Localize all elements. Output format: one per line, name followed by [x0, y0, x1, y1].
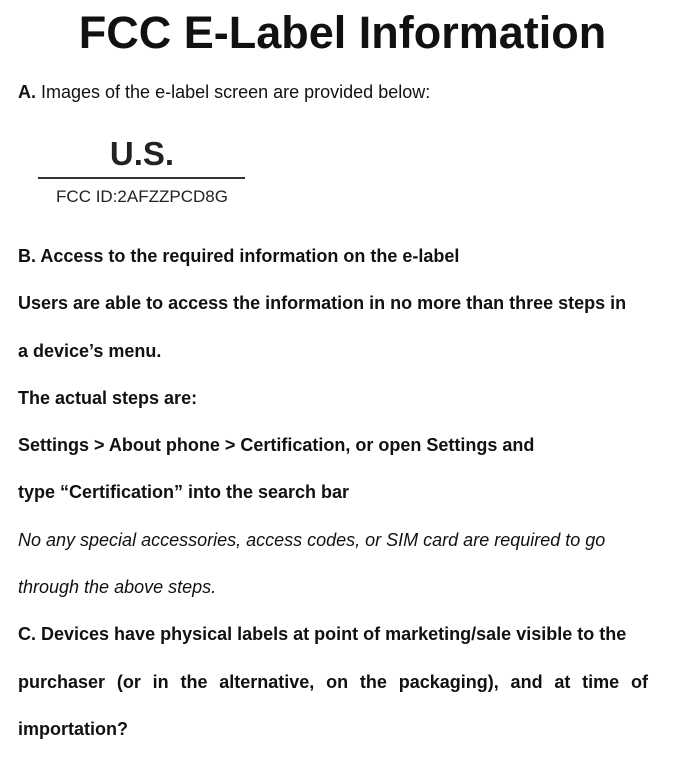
section-c-line-2: purchaser (or in the alternative, on the packaging), and at time of	[18, 672, 648, 692]
section-a-line	[18, 81, 430, 103]
section-b-note-line-2: through the above steps.	[18, 577, 217, 597]
section-c-line-3: importation?	[18, 719, 128, 739]
section-a-text: Images of the e-label screen are provided below:	[36, 82, 431, 102]
section-c-line-1: C. Devices have physical labels at point of marketing/sale visible to the	[18, 624, 627, 644]
elabel-fcc-id: FCC ID:2AFZZPCD8G	[56, 187, 228, 206]
elabel-divider	[38, 177, 245, 179]
elabel-country: U.S.	[109, 135, 175, 172]
section-b-note-line-1: No any special accessories, access codes, or SIM card are required to go	[18, 530, 606, 550]
section-a-marker: A.	[18, 82, 36, 102]
elabel-image	[38, 134, 246, 214]
section-b-line-2: a device’s menu.	[18, 341, 162, 361]
section-b-line-4: Settings > About phone > Certification, or open Settings and	[18, 435, 535, 455]
section-b-line-3: The actual steps are:	[18, 388, 198, 408]
page-title: FCC E-Label Information	[78, 7, 607, 58]
section-b-line-1: Users are able to access the information in no more than three steps in	[18, 293, 627, 313]
section-b-heading: B. Access to the required information on the e-label	[18, 246, 460, 266]
section-b-line-5: type “Certification” into the search bar	[18, 482, 350, 502]
